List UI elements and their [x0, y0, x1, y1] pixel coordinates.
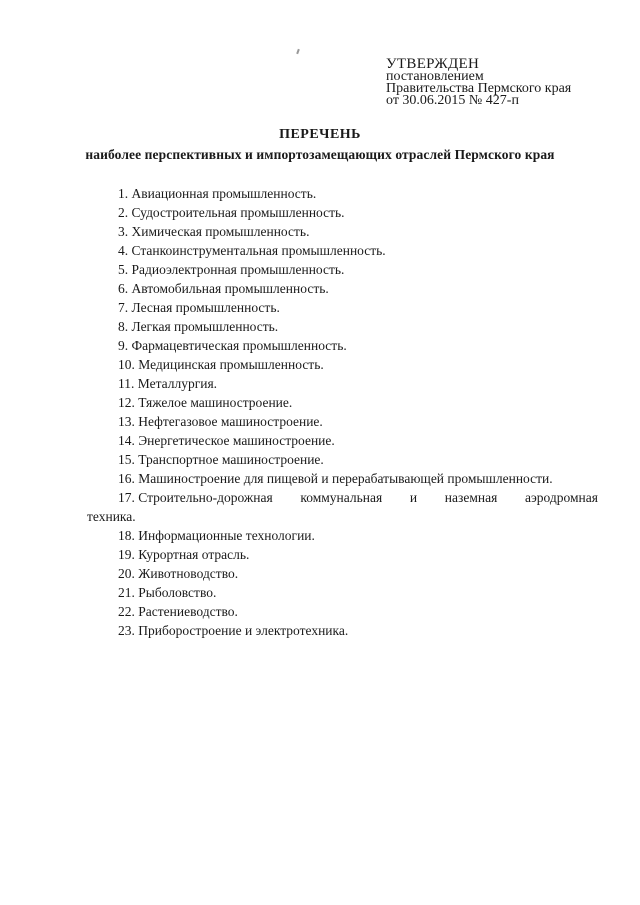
list-item: 1. Авиационная промышленность.	[118, 186, 317, 201]
list-item: 23. Приборостроение и электротехника.	[118, 623, 349, 638]
list-item: 8. Легкая промышленность.	[118, 319, 279, 334]
list-item: 20. Животноводство.	[118, 566, 239, 581]
word: аэродромная	[524, 490, 598, 505]
approval-stamp	[386, 57, 626, 107]
list-item: 22. Растениеводство.	[118, 604, 238, 619]
word: и	[409, 490, 418, 505]
industries-list	[0, 184, 640, 640]
list-item: 10. Медицинская промышленность.	[118, 357, 324, 372]
list-item: 11. Металлургия.	[118, 376, 218, 391]
list-item: 19. Курортная отрасль.	[118, 547, 250, 562]
list-item: 13. Нефтегазовое машиностроение.	[118, 414, 323, 429]
document-title: ПЕРЕЧЕНЬ	[279, 127, 361, 142]
approval-title: УТВЕРЖДЕН	[386, 56, 480, 72]
list-item: 15. Транспортное машиностроение.	[118, 452, 324, 467]
list-item: 4. Станкоинструментальная промышленность.	[118, 243, 386, 258]
list-item: 14. Энергетическое машиностроение.	[118, 433, 335, 448]
document-subtitle: наиболее перспективных и импортозамещающих отраслей Пермского края	[85, 147, 555, 162]
list-item: 7. Лесная промышленность.	[118, 300, 280, 315]
word: 17. Строительно-дорожная	[118, 490, 273, 505]
list-item: 9. Фармацевтическая промышленность.	[118, 338, 347, 353]
list-item: 5. Радиоэлектронная промышленность.	[118, 262, 345, 277]
list-item: 6. Автомобильная промышленность.	[118, 281, 329, 296]
list-item-wrapped	[0, 488, 640, 526]
scan-mark	[296, 49, 300, 54]
wrapped-item-first-line	[0, 488, 598, 507]
approval-line-date-number: от 30.06.2015 № 427-п	[386, 93, 519, 108]
list-item: 21. Рыболовство.	[118, 585, 217, 600]
list-item: 3. Химическая промышленность.	[118, 224, 310, 239]
approval-line-resolution: постановлением	[386, 69, 484, 84]
approval-line-government: Правительства Пермского края	[386, 81, 572, 96]
word: коммунальная	[300, 490, 383, 505]
word: наземная	[444, 490, 498, 505]
list-item: 2. Судостроительная промышленность.	[118, 205, 345, 220]
list-item: 16. Машиностроение для пищевой и перерабатывающей промышленности.	[118, 471, 553, 486]
list-item: 12. Тяжелое машиностроение.	[118, 395, 293, 410]
wrapped-item-continuation: техника.	[87, 509, 136, 524]
list-item: 18. Информационные технологии.	[118, 528, 315, 543]
